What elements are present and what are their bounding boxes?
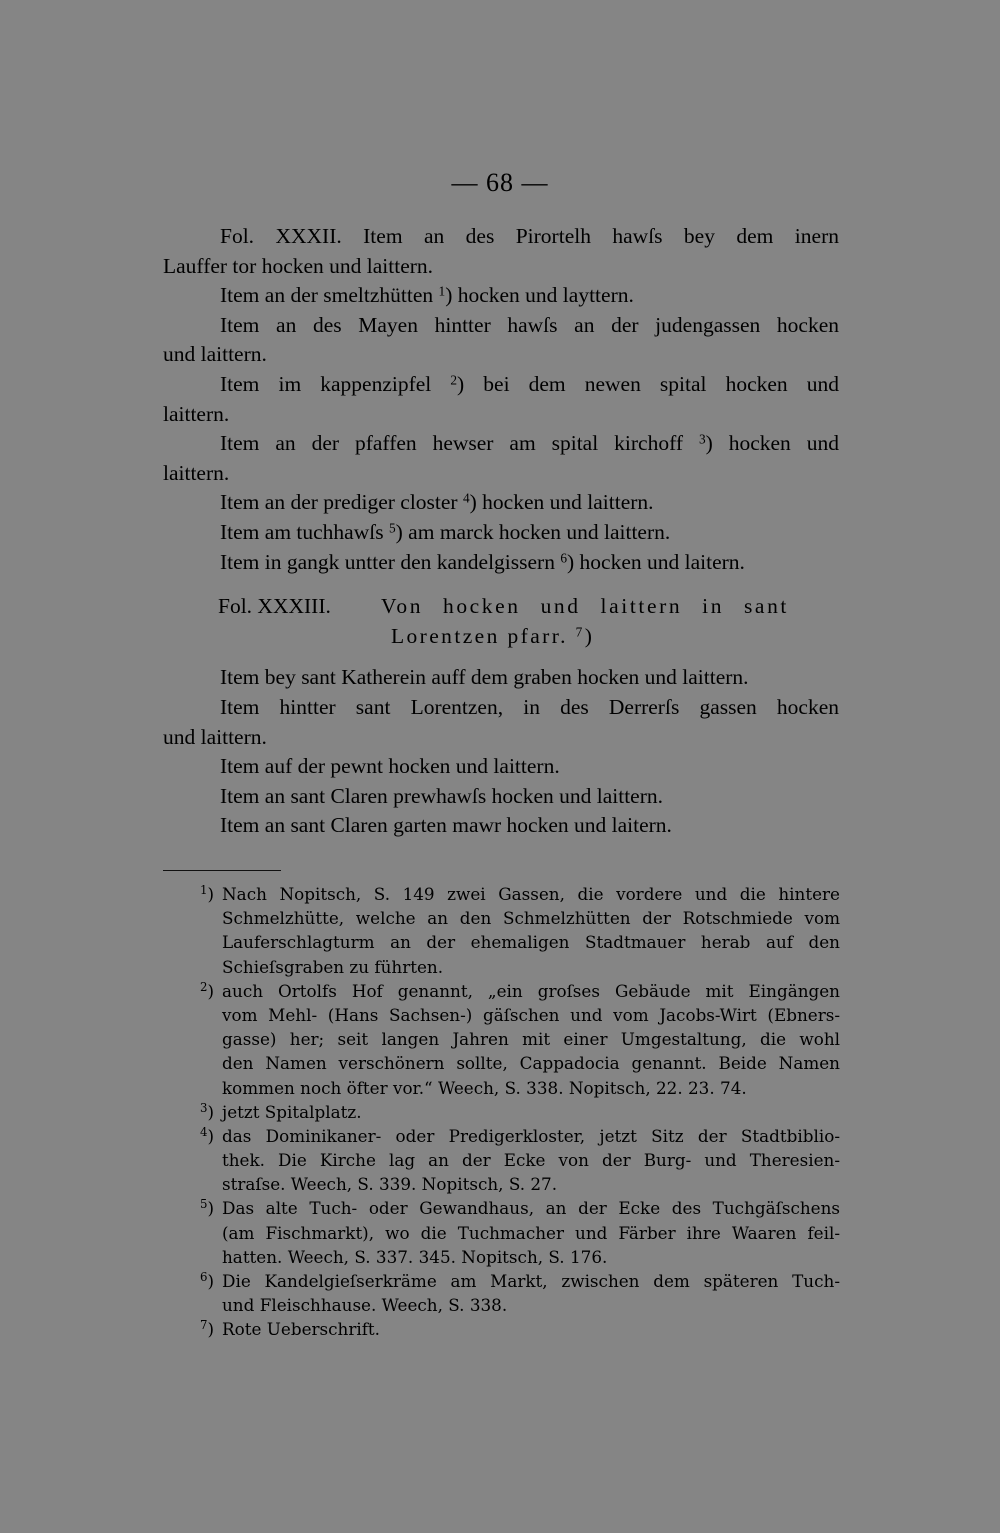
footnote-4 [200, 1124, 840, 1197]
footnote-line: $^6$) Die Kandelgieſserkräme am Markt, zwischen dem späteren Tuch- [200, 1269, 840, 1293]
text-line: Item am tuchhawſs $^5$) am marck hocken und laittern. [220, 519, 671, 544]
footnote-6 [200, 1269, 840, 1317]
text-line: Item im kappenzipfel $^2$) bei dem newen spital hocken und [220, 371, 839, 396]
footnote-2 [200, 979, 840, 1100]
footnote-ref: 5 [388, 520, 396, 536]
footnote-line: $^7$) Rote Ueberschrift. [200, 1317, 840, 1341]
footnote-marker: $^3$) [200, 1100, 215, 1122]
footnote-line: kommen noch öfter vor.“ Weech, S. 338. Nopitsch, 22. 23. 74. [222, 1077, 747, 1098]
footnote-line: (am Fischmarkt), wo die Tuchmacher und Färber ihre Waaren feil- [222, 1222, 840, 1243]
text-line: Item bey sant Katherein auff dem graben hocken und laittern. [220, 665, 749, 690]
footnote-line: vom Mehl- (Hans Sachsen-) gäſschen und vom Jacobs-Wirt (Ebners- [222, 1004, 840, 1025]
text-line: Item auf der pewnt hocken und laittern. [220, 754, 560, 779]
text-line: Item an sant Claren prewhawſs hocken und laittern. [220, 783, 663, 808]
text-line: Item an des Mayen hintter hawſs an der judengassen hocken [220, 312, 839, 337]
footnote-divider [163, 870, 281, 871]
page-number: — 68 — [451, 168, 549, 197]
footnote-ref: 7 [575, 624, 585, 640]
footnote-marker: $^6$) [200, 1270, 215, 1291]
footnote-line: den Namen verschönern sollte, Cappadocia genannt. Beide Namen [222, 1053, 840, 1074]
footnote-ref: 6 [560, 549, 567, 565]
text-line: laittern. [163, 460, 230, 485]
footnote-line: $^5$) Das alte Tuch- oder Gewandhaus, an der Ecke des Tuchgäſschens [200, 1196, 840, 1220]
footnote-5 [200, 1196, 840, 1269]
footnote-line: $^2$) auch Ortolfs Hof genannt, „ein groſses Gebäude mit Eingängen [200, 979, 840, 1003]
footnote-line: straſse. Weech, S. 339. Nopitsch, S. 27. [222, 1174, 558, 1195]
heading-title-continued: Lorentzen pfarr. $^7$) [391, 623, 595, 648]
footnote-line: gasse) her; seit langen Jahren mit einer Umgestaltung, die wohl [222, 1029, 840, 1050]
text-block-fol-33 [163, 663, 839, 841]
footnote-ref: 4 [462, 490, 470, 506]
text-line: Fol. XXXII. Item an des Pirortelh hawſs bey dem inern [220, 224, 839, 248]
footnotes [200, 882, 840, 1342]
text-block-fol-32 [163, 222, 839, 577]
section-heading [163, 592, 839, 622]
text-line: und laittern. [163, 724, 267, 749]
footnote-line: $^4$) das Dominikaner- oder Predigerkloster, jetzt Sitz der Stadtbiblio- [200, 1124, 840, 1148]
text-line: Item in gangk untter den kandelgissern $^6$) hocken und laitern. [220, 549, 745, 574]
footnote-marker: $^5$) [200, 1197, 215, 1219]
main-text [163, 222, 839, 841]
footnote-line: Schieſsgraben zu führten. [222, 956, 444, 977]
footnote-1 [200, 882, 840, 979]
footnote-marker: $^4$) [200, 1125, 215, 1146]
footnote-marker: $^1$) [200, 883, 215, 904]
text-line: Item an sant Claren garten mawr hocken und laitern. [220, 813, 672, 838]
text-line: Item an der smeltzhütten $^1$) hocken und layttern. [220, 283, 634, 308]
footnote-line: $^3$) jetzt Spitalplatz. [200, 1100, 840, 1124]
footnote-3 [200, 1100, 840, 1124]
footnote-ref: 1 [438, 283, 446, 299]
footnote-line: Schmelzhütte, welche an den Schmelzhütten der Rotschmiede vom [222, 908, 840, 929]
text-line: und laittern. [163, 342, 267, 367]
footnote-line: und Fleischhause. Weech, S. 338. [222, 1295, 508, 1316]
heading-folio: Fol. XXXIII. [218, 594, 331, 619]
footnote-ref: 3 [698, 431, 706, 447]
footnote-7 [200, 1317, 840, 1341]
text-line: Item hintter sant Lorentzen, in des Derrerſs gassen hocken [220, 694, 839, 719]
heading-title: Von hocken und laittern in sant [381, 594, 789, 619]
footnote-marker: $^7$) [200, 1318, 215, 1340]
footnote-line: thek. Die Kirche lag an der Ecke von der Burg- und Theresien- [222, 1150, 840, 1171]
text-line: Item an der pfaffen hewser am spital kirchoff $^3$) hocken und [220, 431, 839, 456]
footnote-line: Lauferschlagturm an der ehemaligen Stadtmauer herab auf den [222, 932, 840, 953]
text-line: Item an der prediger closter $^4$) hocken und laittern. [220, 490, 654, 515]
footnote-marker: $^2$) [200, 979, 215, 1001]
footnote-line: hatten. Weech, S. 337. 345. Nopitsch, S. 176. [222, 1246, 608, 1267]
text-line: laittern. [163, 401, 230, 426]
footnote-line: $^1$) Nach Nopitsch, S. 149 zwei Gassen, die vordere und die hintere [200, 882, 840, 906]
footnote-ref: 2 [450, 372, 458, 388]
text-line: Lauffer tor hocken und laittern. [163, 253, 434, 278]
